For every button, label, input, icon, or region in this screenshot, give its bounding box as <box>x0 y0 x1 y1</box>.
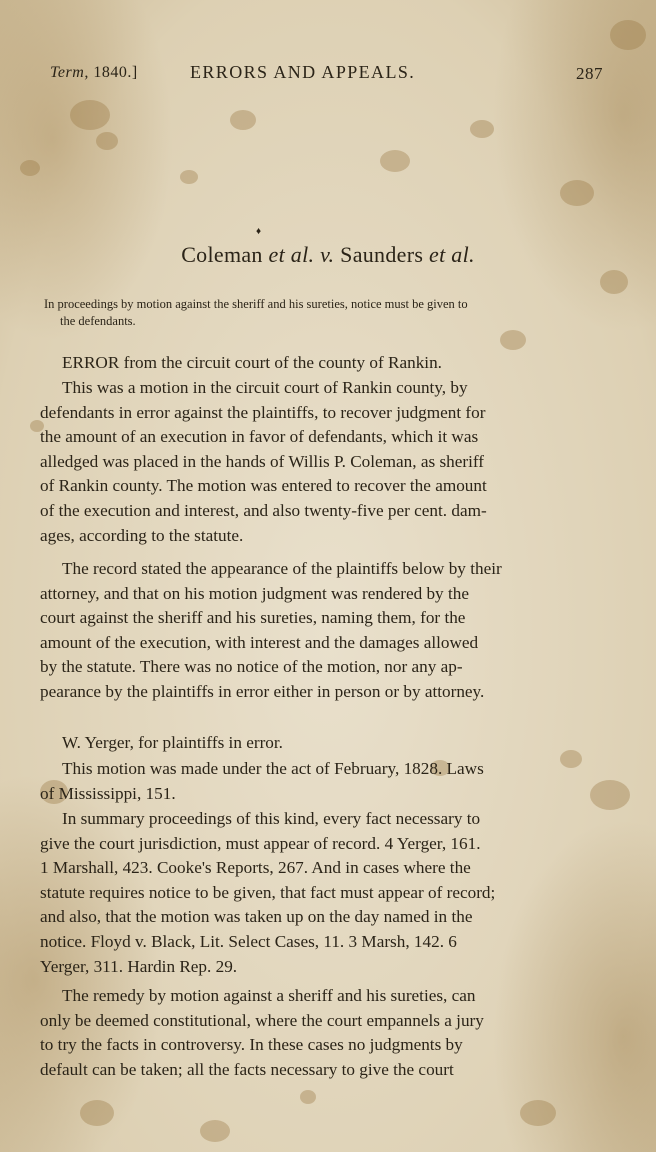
text-line: amount of the execution, with interest and the damages allowed <box>40 632 479 652</box>
paragraph-remedy <box>40 984 606 1082</box>
text-line: The record stated the appearance of the plaintiffs below by their <box>62 559 502 578</box>
text-line: default can be taken; all the facts necessary to give the court <box>40 1059 454 1079</box>
term-label: Term, 1840.] <box>50 64 138 81</box>
text-line: and also, that the motion was taken up on the day named in the <box>40 907 473 927</box>
text-line: of the execution and interest, and also twenty-five per cent. dam- <box>40 500 487 520</box>
case-title: Coleman et al. v. Saunders et al. <box>181 242 475 267</box>
text-line: ERROR from the circuit court of the county of Rankin. <box>62 353 442 372</box>
text-line: of Mississippi, 151. <box>40 783 176 803</box>
paragraph-jurisdiction <box>40 807 606 979</box>
headnote <box>44 296 610 330</box>
paragraph-act <box>40 757 606 806</box>
text-line: 1 Marshall, 423. Cooke's Reports, 267. And in cases where the <box>40 858 471 878</box>
paragraph-motion <box>40 376 606 548</box>
text-line: ages, according to the statute. <box>40 525 244 545</box>
ornament-icon: ♦ <box>256 226 262 237</box>
headnote-line: the defendants. <box>60 314 136 328</box>
text-line: only be deemed constitutional, where the court empannels a jury <box>40 1010 484 1030</box>
page-number: 287 <box>576 64 603 83</box>
paragraph-counsel <box>40 731 606 756</box>
text-line: of Rankin county. The motion was entered to recover the amount <box>40 476 487 496</box>
text-line: the amount of an execution in favor of defendants, which it was <box>40 427 479 447</box>
text-line: The remedy by motion against a sheriff and his sureties, can <box>62 986 476 1005</box>
text-line: attorney, and that on his motion judgment was rendered by the <box>40 583 469 603</box>
paragraph-error <box>40 351 606 376</box>
text-line: defendants in error against the plaintiffs, to recover judgment for <box>40 402 486 422</box>
text-line: by the statute. There was no notice of the motion, nor any ap- <box>40 657 463 677</box>
text-line: court against the sheriff and his sureties, naming them, for the <box>40 608 466 628</box>
paragraph-record <box>40 557 606 705</box>
text-line: give the court jurisdiction, must appear of record. 4 Yerger, 161. <box>40 833 481 853</box>
headnote-line: In proceedings by motion against the sheriff and his sureties, notice must be given to <box>44 297 468 311</box>
header-title: ERRORS AND APPEALS. <box>190 62 416 82</box>
text-line: alledged was placed in the hands of Willis P. Coleman, as sheriff <box>40 451 485 471</box>
text-line: This motion was made under the act of February, 1828. Laws <box>62 759 484 778</box>
text-line: to try the facts in controversy. In these cases no judgments by <box>40 1035 463 1055</box>
text-line: This was a motion in the circuit court of Rankin county, by <box>62 378 468 397</box>
text-line: W. Yerger, for plaintiffs in error. <box>62 733 283 752</box>
text-line: pearance by the plaintiffs in error either in person or by attorney. <box>40 681 485 701</box>
text-line: statute requires notice to be given, that fact must appear of record; <box>40 882 496 902</box>
text-line: notice. Floyd v. Black, Lit. Select Cases, 11. 3 Marsh, 142. 6 <box>40 931 457 951</box>
text-line: Yerger, 311. Hardin Rep. 29. <box>40 956 238 976</box>
running-header <box>50 62 606 88</box>
text-line: In summary proceedings of this kind, every fact necessary to <box>62 809 481 828</box>
